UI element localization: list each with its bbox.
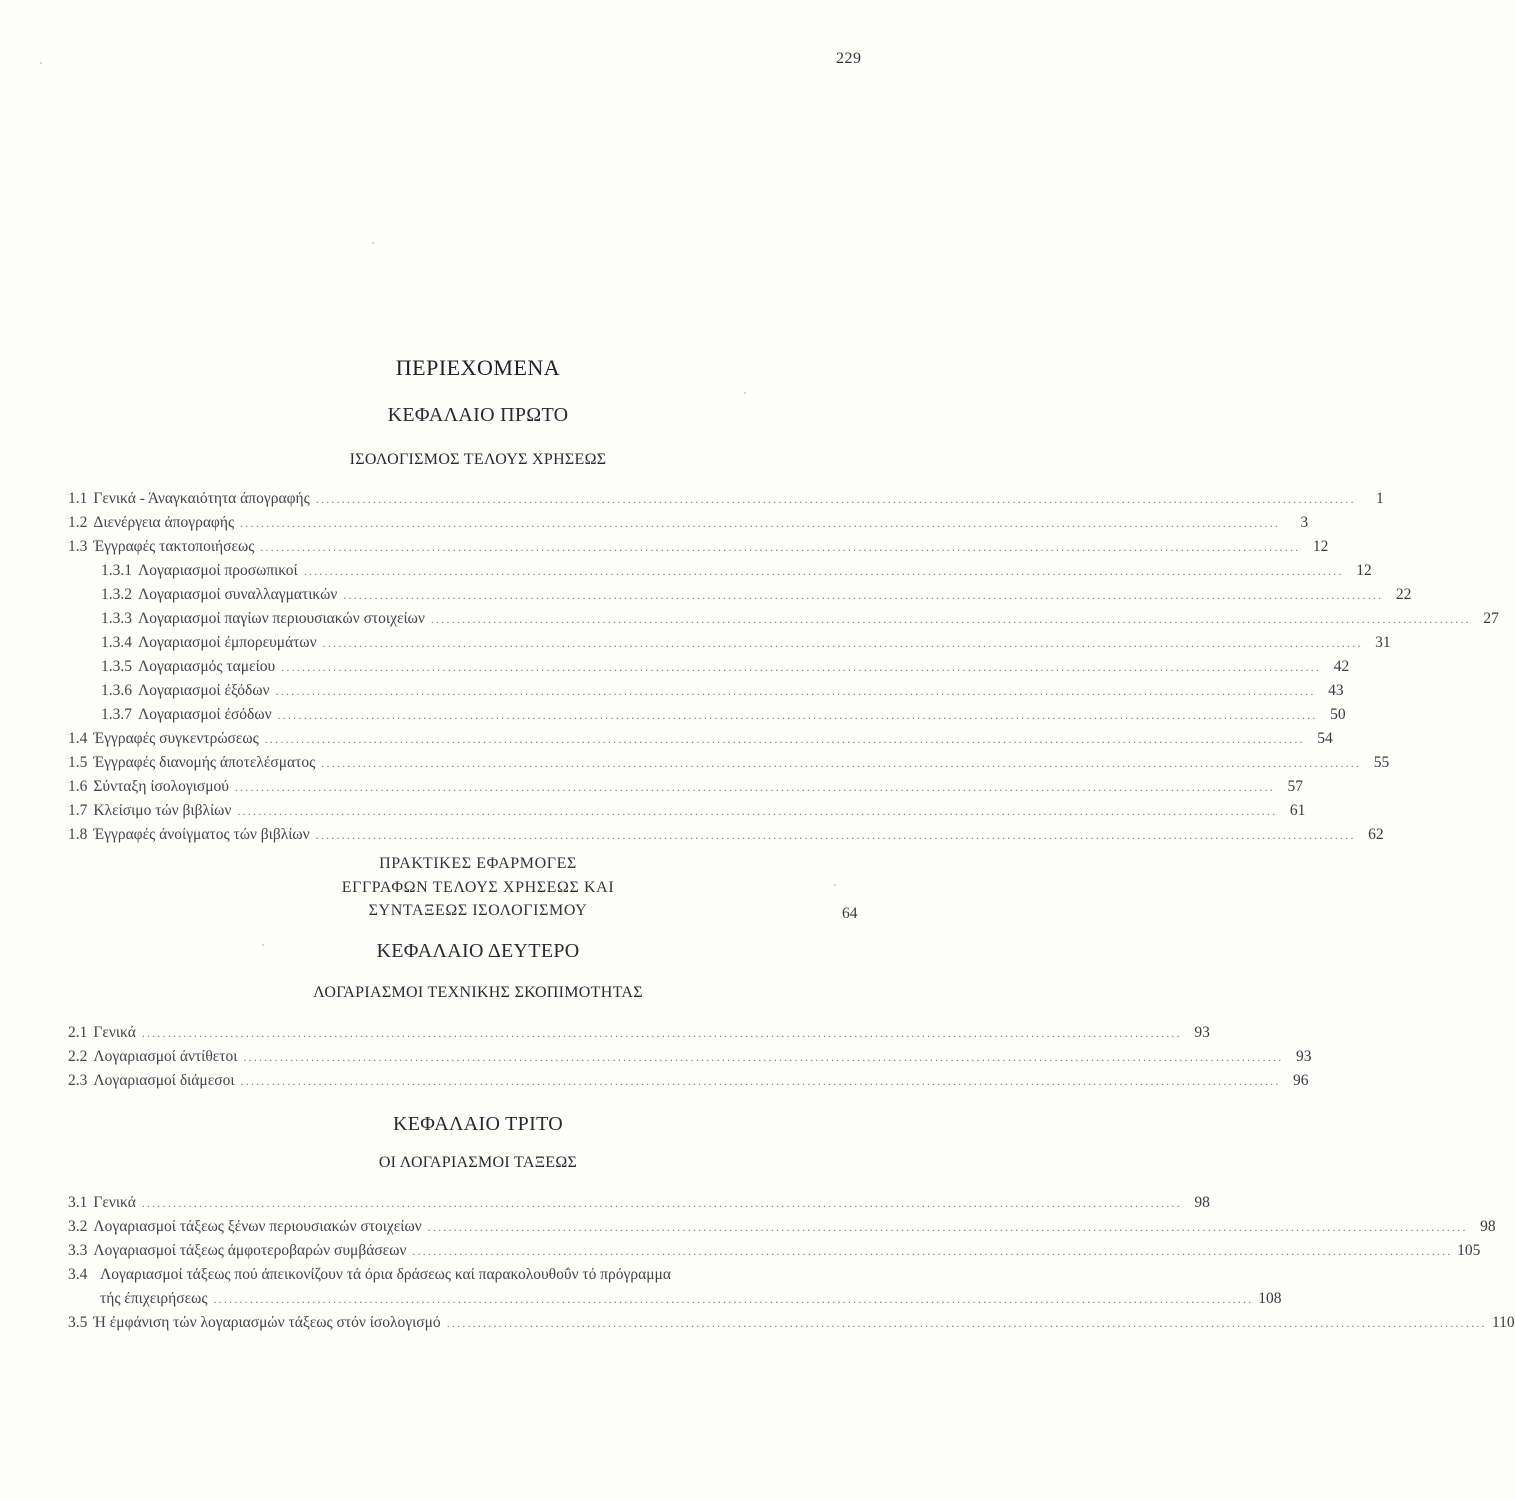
toc-entry-3-4-cont: τής έπιχειρήσεως ........................................................................................................................................................................................................ 108 (100, 1290, 1282, 1307)
chapter1-subheading: ΙΣΟΛΟΓΙΣΜΟΣ ΤΕΛΟΥΣ ΧΡΗΣΕΩΣ (349, 451, 607, 468)
scan-speck (834, 884, 836, 886)
page-number: 229 (836, 50, 862, 67)
toc-entry-1-3-6: 1.3.6 Λογαριασμοί έξόδων ........................................................................................................................................................................................................ 43 (101, 682, 1344, 699)
toc-entry-3-4: 3.4 Λογαριασμοί τάξεως πού άπεικονίζουν τά όρια δράσεως καί παρακολουθοΰν τό πρόγραμμα (68, 1266, 671, 1283)
toc-entry-3-3: 3.3 Λογαριασμοί τάξεως άμφοτεροβαρών συμβάσεων ........................................................................................................................................................................................................ 105 (68, 1242, 1481, 1259)
practical-line-1: ΠΡΑΚΤΙΚΕΣ ΕΦΑΡΜΟΓΕΣ (379, 855, 577, 872)
toc-entry-1-3-1: 1.3.1 Λογαριασμοί προσωπικοί ........................................................................................................................................................................................................ 12 (101, 562, 1372, 579)
toc-entry-1-8: 1.8 Έγγραφές άνοίγματος τών βιβλίων ........................................................................................................................................................................................................ 62 (68, 826, 1384, 843)
toc-entry-1-3-2: 1.3.2 Λογαριασμοί συναλλαγματικών ........................................................................................................................................................................................................ 22 (101, 586, 1412, 603)
chapter3-heading: ΚΕΦΑΛΑΙΟ ΤΡΙΤΟ (393, 1113, 563, 1135)
chapter2-subheading: ΛΟΓΑΡΙΑΣΜΟΙ ΤΕΧΝΙΚΗΣ ΣΚΟΠΙΜΟΤΗΤΑΣ (313, 984, 643, 1001)
scan-speck (372, 242, 374, 244)
toc-entry-2-2: 2.2 Λογαριασμοί άντίθετοι ........................................................................................................................................................................................................ 93 (68, 1048, 1312, 1065)
toc-entry-1-6: 1.6 Σύνταξη ίσολογισμού ........................................................................................................................................................................................................ 57 (68, 778, 1303, 795)
toc-title: ΠΕΡΙΕΧΟΜΕΝΑ (395, 355, 561, 380)
scan-speck (744, 392, 746, 394)
toc-entry-2-1: 2.1 Γενικά ........................................................................................................................................................................................................ 93 (68, 1024, 1210, 1041)
toc-entry-1-3-5: 1.3.5 Λογαριασμός ταμείου ........................................................................................................................................................................................................ 42 (101, 658, 1350, 675)
chapter2-heading: ΚΕΦΑΛΑΙΟ ΔΕΥΤΕΡΟ (376, 940, 580, 962)
toc-entry-1-3: 1.3 Έγγραφές τακτοποιήσεως ........................................................................................................................................................................................................ 12 (68, 538, 1329, 555)
practical-page: 64 (842, 905, 858, 922)
scan-speck (40, 62, 42, 64)
toc-entry-1-3-7: 1.3.7 Λογαριασμοί έσόδων ........................................................................................................................................................................................................ 50 (101, 706, 1346, 723)
toc-entry-3-2: 3.2 Λογαριασμοί τάξεως ξένων περιουσιακών στοιχείων ........................................................................................................................................................................................................ 98 (68, 1218, 1496, 1235)
toc-entry-1-5: 1.5 Έγγραφές διανομής άποτελέσματος ........................................................................................................................................................................................................ 55 (68, 754, 1390, 771)
chapter1-heading: ΚΕΦΑΛΑΙΟ ΠΡΩΤΟ (387, 404, 569, 426)
toc-entry-3-5: 3.5 Ή έμφάνιση τών λογαριασμών τάξεως στόν ίσολογισμό ........................................................................................................................................................................................................ 110 (68, 1314, 1515, 1331)
practical-line-2: ΕΓΓΡΑΦΩΝ ΤΕΛΟΥΣ ΧΡΗΣΕΩΣ ΚΑΙ (341, 879, 615, 896)
toc-entry-1-3-3: 1.3.3 Λογαριασμοί παγίων περιουσιακών στοιχείων ........................................................................................................................................................................................................ 27 (101, 610, 1499, 627)
toc-entry-1-2: 1.2 Διενέργεια άπογραφής ........................................................................................................................................................................................................ 3 (68, 514, 1309, 531)
toc-entry-1-1: 1.1 Γενικά - Άναγκαιότητα άπογραφής ........................................................................................................................................................................................................ 1 (68, 490, 1384, 507)
toc-entry-3-1: 3.1 Γενικά ........................................................................................................................................................................................................ 98 (68, 1194, 1210, 1211)
chapter3-subheading: ΟΙ ΛΟΓΑΡΙΑΣΜΟΙ ΤΑΞΕΩΣ (378, 1154, 578, 1171)
toc-entry-2-3: 2.3 Λογαριασμοί διάμεσοι ........................................................................................................................................................................................................ 96 (68, 1072, 1309, 1089)
scan-speck (262, 944, 264, 946)
toc-entry-1-3-4: 1.3.4 Λογαριασμοί έμπορευμάτων ........................................................................................................................................................................................................ 31 (101, 634, 1391, 651)
practical-line-3: ΣΥΝΤΑΞΕΩΣ ΙΣΟΛΟΓΙΣΜΟΥ (368, 902, 588, 919)
toc-entry-1-4: 1.4 Έγγραφές συγκεντρώσεως ........................................................................................................................................................................................................ 54 (68, 730, 1333, 747)
toc-entry-1-7: 1.7 Κλείσιμο τών βιβλίων ........................................................................................................................................................................................................ 61 (68, 802, 1306, 819)
